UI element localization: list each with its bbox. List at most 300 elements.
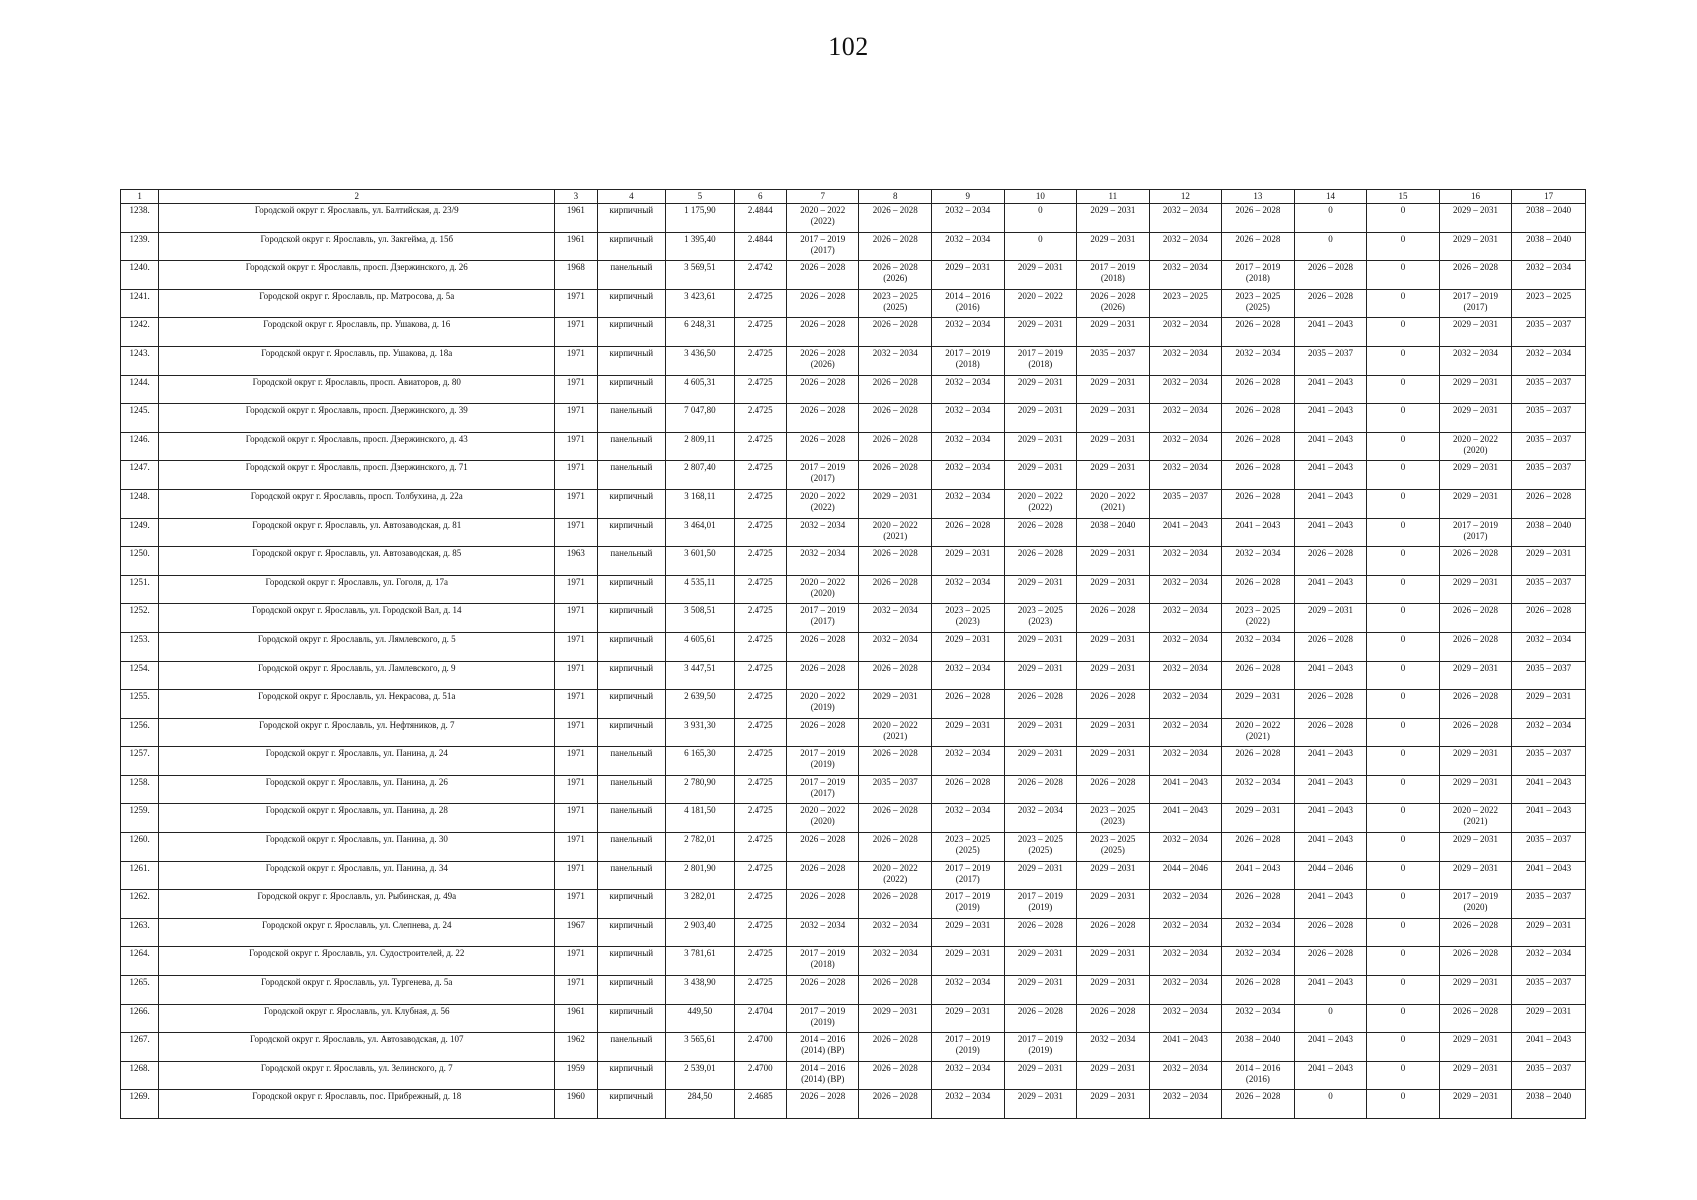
coefficient-cell: 2.4685 xyxy=(734,1090,786,1119)
repair-period-cell: 2026 – 2028 xyxy=(859,804,932,833)
repair-period-cell: 2032 – 2034 xyxy=(932,976,1005,1005)
repair-period-cell: 2029 – 2031 xyxy=(1439,318,1512,347)
repair-period-cell: 0 xyxy=(1367,1090,1440,1119)
address-cell: Городской округ г. Ярославль, просп. Толбухина, д. 22а xyxy=(159,489,555,518)
address-cell: Городской округ г. Ярославль, ул. Судостроителей, д. 22 xyxy=(159,947,555,976)
row-number-cell: 1241. xyxy=(121,289,159,318)
repair-period-cell: 2026 – 2028 xyxy=(859,404,932,433)
year-built-cell: 1971 xyxy=(555,518,597,547)
repair-period-cell: 2017 – 2019 (2018) xyxy=(932,346,1005,375)
repair-period-cell: 2032 – 2034 xyxy=(1222,346,1295,375)
row-number-cell: 1267. xyxy=(121,1033,159,1062)
table-row xyxy=(121,204,1586,233)
repair-period-cell: 2041 – 2043 xyxy=(1294,461,1367,490)
repair-period-cell: 2029 – 2031 xyxy=(1439,775,1512,804)
coefficient-cell: 2.4725 xyxy=(734,489,786,518)
repair-period-cell: 2029 – 2031 xyxy=(1077,947,1150,976)
row-number-cell: 1242. xyxy=(121,318,159,347)
repair-period-cell: 2032 – 2034 xyxy=(786,518,859,547)
table-row xyxy=(121,775,1586,804)
repair-period-cell: 0 xyxy=(1294,1004,1367,1033)
wall-material-cell: панельный xyxy=(597,833,666,862)
repair-period-cell: 2032 – 2034 xyxy=(932,1061,1005,1090)
row-number-cell: 1264. xyxy=(121,947,159,976)
page-number: 102 xyxy=(828,32,869,61)
address-cell: Городской округ г. Ярославль, ул. Слепнева, д. 24 xyxy=(159,918,555,947)
address-cell: Городской округ г. Ярославль, ул. Автозаводская, д. 107 xyxy=(159,1033,555,1062)
repair-period-cell: 2029 – 2031 xyxy=(1004,318,1077,347)
row-number-cell: 1251. xyxy=(121,575,159,604)
repair-period-cell: 2029 – 2031 xyxy=(1004,575,1077,604)
repair-period-cell: 2026 – 2028 xyxy=(786,432,859,461)
repair-period-cell: 2023 – 2025 (2025) xyxy=(1077,833,1150,862)
coefficient-cell: 2.4844 xyxy=(734,232,786,261)
repair-period-cell: 2038 – 2040 xyxy=(1512,232,1586,261)
repair-period-cell: 2041 – 2043 xyxy=(1294,518,1367,547)
total-area-cell: 449,50 xyxy=(666,1004,735,1033)
total-area-cell: 3 447,51 xyxy=(666,661,735,690)
address-cell: Городской округ г. Ярославль, пр. Ушакова, д. 18а xyxy=(159,346,555,375)
repair-period-cell: 2032 – 2034 xyxy=(1149,1004,1222,1033)
total-area-cell: 3 438,90 xyxy=(666,976,735,1005)
repair-period-cell: 2026 – 2028 xyxy=(1222,661,1295,690)
total-area-cell: 1 175,90 xyxy=(666,204,735,233)
column-number-header: 5 xyxy=(666,190,735,204)
repair-period-cell: 2023 – 2025 (2023) xyxy=(1004,604,1077,633)
coefficient-cell: 2.4725 xyxy=(734,690,786,719)
table-row xyxy=(121,890,1586,919)
repair-period-cell: 2026 – 2028 xyxy=(786,1090,859,1119)
wall-material-cell: кирпичный xyxy=(597,375,666,404)
repair-period-cell: 2032 – 2034 xyxy=(786,547,859,576)
row-number-cell: 1247. xyxy=(121,461,159,490)
coefficient-cell: 2.4725 xyxy=(734,289,786,318)
repair-period-cell: 2032 – 2034 xyxy=(932,375,1005,404)
repair-period-cell: 2041 – 2043 xyxy=(1294,804,1367,833)
repair-period-cell: 2029 – 2031 xyxy=(1439,461,1512,490)
repair-period-cell: 0 xyxy=(1004,204,1077,233)
coefficient-cell: 2.4725 xyxy=(734,461,786,490)
row-number-cell: 1257. xyxy=(121,747,159,776)
total-area-cell: 3 601,50 xyxy=(666,547,735,576)
repair-period-cell: 2029 – 2031 xyxy=(1077,632,1150,661)
repair-period-cell: 2032 – 2034 xyxy=(932,804,1005,833)
repair-period-cell: 2026 – 2028 xyxy=(1004,518,1077,547)
address-cell: Городской округ г. Ярославль, просп. Дзержинского, д. 43 xyxy=(159,432,555,461)
repair-period-cell: 2035 – 2037 xyxy=(1512,461,1586,490)
address-cell: Городской округ г. Ярославль, просп. Дзержинского, д. 71 xyxy=(159,461,555,490)
repair-period-cell: 2014 – 2016 (2016) xyxy=(1222,1061,1295,1090)
repair-period-cell: 2032 – 2034 xyxy=(932,1090,1005,1119)
repair-period-cell: 2026 – 2028 xyxy=(1222,375,1295,404)
repair-period-cell: 0 xyxy=(1367,346,1440,375)
repair-period-cell: 2029 – 2031 xyxy=(859,1004,932,1033)
repair-period-cell: 2029 – 2031 xyxy=(1077,232,1150,261)
coefficient-cell: 2.4844 xyxy=(734,204,786,233)
repair-period-cell: 2026 – 2028 xyxy=(786,718,859,747)
repair-period-cell: 2029 – 2031 xyxy=(1077,547,1150,576)
coefficient-cell: 2.4725 xyxy=(734,375,786,404)
year-built-cell: 1971 xyxy=(555,575,597,604)
year-built-cell: 1971 xyxy=(555,432,597,461)
repair-period-cell: 2020 – 2022 (2021) xyxy=(859,718,932,747)
repair-period-cell: 2029 – 2031 xyxy=(1439,833,1512,862)
repair-period-cell: 2029 – 2031 xyxy=(1004,861,1077,890)
repair-period-cell: 2020 – 2022 (2021) xyxy=(1439,804,1512,833)
repair-period-cell: 2032 – 2034 xyxy=(1077,1033,1150,1062)
wall-material-cell: панельный xyxy=(597,432,666,461)
coefficient-cell: 2.4725 xyxy=(734,804,786,833)
address-cell: Городской округ г. Ярославль, ул. Рыбинская, д. 49а xyxy=(159,890,555,919)
repair-period-cell: 0 xyxy=(1367,632,1440,661)
repair-period-cell: 2029 – 2031 xyxy=(1004,261,1077,290)
repair-period-cell: 2032 – 2034 xyxy=(859,918,932,947)
repair-period-cell: 2017 – 2019 (2018) xyxy=(786,947,859,976)
total-area-cell: 4 181,50 xyxy=(666,804,735,833)
repair-period-cell: 2026 – 2028 xyxy=(1439,604,1512,633)
table-row xyxy=(121,861,1586,890)
repair-period-cell: 2029 – 2031 xyxy=(1004,404,1077,433)
repair-period-cell: 2026 – 2028 xyxy=(1222,976,1295,1005)
repair-period-cell: 2041 – 2043 xyxy=(1294,404,1367,433)
coefficient-cell: 2.4725 xyxy=(734,833,786,862)
table-row xyxy=(121,918,1586,947)
repair-period-cell: 2026 – 2028 xyxy=(1222,1090,1295,1119)
repair-period-cell: 2029 – 2031 xyxy=(1439,976,1512,1005)
repair-period-cell: 2041 – 2043 xyxy=(1512,804,1586,833)
repair-period-cell: 2032 – 2034 xyxy=(1149,547,1222,576)
total-area-cell: 6 165,30 xyxy=(666,747,735,776)
address-cell: Городской округ г. Ярославль, ул. Гоголя, д. 17а xyxy=(159,575,555,604)
repair-period-cell: 2017 – 2019 (2018) xyxy=(1077,261,1150,290)
year-built-cell: 1971 xyxy=(555,890,597,919)
repair-period-cell: 0 xyxy=(1367,690,1440,719)
wall-material-cell: кирпичный xyxy=(597,890,666,919)
row-number-cell: 1243. xyxy=(121,346,159,375)
repair-period-cell: 2032 – 2034 xyxy=(1149,661,1222,690)
repair-period-cell: 0 xyxy=(1367,775,1440,804)
repair-period-cell: 2026 – 2028 xyxy=(859,1061,932,1090)
repair-period-cell: 2026 – 2028 (2026) xyxy=(786,346,859,375)
wall-material-cell: кирпичный xyxy=(597,518,666,547)
table-row xyxy=(121,804,1586,833)
wall-material-cell: кирпичный xyxy=(597,1090,666,1119)
wall-material-cell: панельный xyxy=(597,261,666,290)
repair-period-cell: 2029 – 2031 xyxy=(1004,976,1077,1005)
repair-period-cell: 2032 – 2034 xyxy=(1149,833,1222,862)
repair-period-cell: 2026 – 2028 (2026) xyxy=(859,261,932,290)
repair-period-cell: 0 xyxy=(1367,718,1440,747)
repair-period-cell: 0 xyxy=(1367,547,1440,576)
repair-period-cell: 0 xyxy=(1367,604,1440,633)
row-number-cell: 1259. xyxy=(121,804,159,833)
total-area-cell: 3 168,11 xyxy=(666,489,735,518)
repair-period-cell: 2041 – 2043 xyxy=(1294,489,1367,518)
coefficient-cell: 2.4725 xyxy=(734,890,786,919)
repair-period-cell: 2026 – 2028 xyxy=(1294,289,1367,318)
repair-period-cell: 2032 – 2034 xyxy=(1149,976,1222,1005)
address-cell: Городской округ г. Ярославль, ул. Панина, д. 30 xyxy=(159,833,555,862)
repair-period-cell: 2035 – 2037 xyxy=(1294,346,1367,375)
repair-period-cell: 2026 – 2028 xyxy=(1439,947,1512,976)
repair-period-cell: 0 xyxy=(1367,661,1440,690)
repair-period-cell: 2035 – 2037 xyxy=(1512,833,1586,862)
repair-period-cell: 2029 – 2031 xyxy=(932,718,1005,747)
repair-period-cell: 2014 – 2016 (2014) (ВР) xyxy=(786,1033,859,1062)
coefficient-cell: 2.4700 xyxy=(734,1061,786,1090)
year-built-cell: 1971 xyxy=(555,375,597,404)
repair-period-cell: 2026 – 2028 xyxy=(1439,718,1512,747)
repair-period-cell: 2017 – 2019 (2017) xyxy=(786,232,859,261)
repair-period-cell: 2029 – 2031 xyxy=(1077,461,1150,490)
row-number-cell: 1249. xyxy=(121,518,159,547)
repair-period-cell: 2041 – 2043 xyxy=(1149,518,1222,547)
wall-material-cell: кирпичный xyxy=(597,289,666,318)
repair-period-cell: 2032 – 2034 xyxy=(1512,718,1586,747)
column-number-header: 1 xyxy=(121,190,159,204)
repair-period-cell: 2032 – 2034 xyxy=(1149,604,1222,633)
address-cell: Городской округ г. Ярославль, просп. Авиаторов, д. 80 xyxy=(159,375,555,404)
repair-period-cell: 2029 – 2031 xyxy=(1439,575,1512,604)
table-row xyxy=(121,661,1586,690)
coefficient-cell: 2.4725 xyxy=(734,346,786,375)
wall-material-cell: кирпичный xyxy=(597,232,666,261)
row-number-cell: 1250. xyxy=(121,547,159,576)
repair-period-cell: 2020 – 2022 (2020) xyxy=(1439,432,1512,461)
wall-material-cell: кирпичный xyxy=(597,1061,666,1090)
repair-period-cell: 2032 – 2034 xyxy=(1149,461,1222,490)
address-cell: Городской округ г. Ярославль, пр. Ушакова, д. 16 xyxy=(159,318,555,347)
repair-period-cell: 2032 – 2034 xyxy=(1512,632,1586,661)
repair-period-cell: 2026 – 2028 xyxy=(1004,547,1077,576)
address-cell: Городской округ г. Ярославль, ул. Панина, д. 28 xyxy=(159,804,555,833)
column-number-header: 6 xyxy=(734,190,786,204)
repair-period-cell: 2026 – 2028 xyxy=(859,976,932,1005)
repair-period-cell: 2032 – 2034 xyxy=(1222,632,1295,661)
repair-period-cell: 2032 – 2034 xyxy=(1222,547,1295,576)
wall-material-cell: кирпичный xyxy=(597,575,666,604)
wall-material-cell: панельный xyxy=(597,547,666,576)
table-row xyxy=(121,289,1586,318)
repair-period-cell: 2026 – 2028 xyxy=(932,775,1005,804)
repair-period-cell: 0 xyxy=(1367,976,1440,1005)
repair-period-cell: 2029 – 2031 xyxy=(1004,747,1077,776)
repair-period-cell: 2032 – 2034 xyxy=(859,632,932,661)
repair-period-cell: 2020 – 2022 xyxy=(1004,289,1077,318)
repair-period-cell: 2029 – 2031 xyxy=(859,690,932,719)
repair-period-cell: 0 xyxy=(1367,204,1440,233)
row-number-cell: 1265. xyxy=(121,976,159,1005)
repair-period-cell: 2023 – 2025 (2025) xyxy=(932,833,1005,862)
total-area-cell: 2 782,01 xyxy=(666,833,735,862)
repair-period-cell: 2032 – 2034 xyxy=(932,747,1005,776)
year-built-cell: 1963 xyxy=(555,547,597,576)
repair-period-cell: 2026 – 2028 xyxy=(1439,918,1512,947)
address-cell: Городской округ г. Ярославль, ул. Городской Вал, д. 14 xyxy=(159,604,555,633)
repair-period-cell: 2029 – 2031 xyxy=(1077,404,1150,433)
repair-period-cell: 2026 – 2028 xyxy=(1222,204,1295,233)
repair-period-cell: 2026 – 2028 xyxy=(859,1090,932,1119)
repair-period-cell: 2032 – 2034 xyxy=(1149,918,1222,947)
repair-period-cell: 2029 – 2031 xyxy=(1077,747,1150,776)
repair-period-cell: 2032 – 2034 xyxy=(786,918,859,947)
repair-period-cell: 2032 – 2034 xyxy=(1149,632,1222,661)
repair-period-cell: 2038 – 2040 xyxy=(1077,518,1150,547)
repair-period-cell: 0 xyxy=(1367,861,1440,890)
table-body xyxy=(121,204,1586,1119)
row-number-cell: 1261. xyxy=(121,861,159,890)
repair-period-cell: 2032 – 2034 xyxy=(859,346,932,375)
repair-period-cell: 2041 – 2043 xyxy=(1294,575,1367,604)
repair-period-cell: 2026 – 2028 xyxy=(859,575,932,604)
repair-period-cell: 2026 – 2028 xyxy=(1222,890,1295,919)
repair-period-cell: 2041 – 2043 xyxy=(1294,1033,1367,1062)
total-area-cell: 3 781,61 xyxy=(666,947,735,976)
address-cell: Городской округ г. Ярославль, ул. Панина, д. 34 xyxy=(159,861,555,890)
table-row xyxy=(121,547,1586,576)
repair-period-cell: 2032 – 2034 xyxy=(1222,918,1295,947)
table-row xyxy=(121,1061,1586,1090)
repair-period-cell: 2026 – 2028 xyxy=(932,690,1005,719)
address-cell: Городской округ г. Ярославль, ул. Панина, д. 26 xyxy=(159,775,555,804)
repair-period-cell: 2020 – 2022 (2022) xyxy=(859,861,932,890)
row-number-cell: 1263. xyxy=(121,918,159,947)
total-area-cell: 3 931,30 xyxy=(666,718,735,747)
repair-period-cell: 2029 – 2031 xyxy=(1077,718,1150,747)
repair-period-cell: 2032 – 2034 xyxy=(1222,775,1295,804)
coefficient-cell: 2.4725 xyxy=(734,918,786,947)
repair-period-cell: 2023 – 2025 (2022) xyxy=(1222,604,1295,633)
repair-period-cell: 2026 – 2028 xyxy=(1294,718,1367,747)
repair-period-cell: 2026 – 2028 xyxy=(1512,604,1586,633)
repair-period-cell: 2032 – 2034 xyxy=(1149,232,1222,261)
table-row xyxy=(121,833,1586,862)
repair-period-cell: 2035 – 2037 xyxy=(1512,747,1586,776)
repair-period-cell: 2041 – 2043 xyxy=(1294,890,1367,919)
repair-period-cell: 2029 – 2031 xyxy=(1294,604,1367,633)
repair-period-cell: 2026 – 2028 xyxy=(1439,547,1512,576)
repair-period-cell: 2026 – 2028 xyxy=(1294,261,1367,290)
column-number-header: 9 xyxy=(932,190,1005,204)
total-area-cell: 4 605,61 xyxy=(666,632,735,661)
coefficient-cell: 2.4725 xyxy=(734,575,786,604)
repair-period-cell: 0 xyxy=(1367,890,1440,919)
repair-period-cell: 2029 – 2031 xyxy=(1077,890,1150,919)
repair-period-cell: 2032 – 2034 xyxy=(1149,404,1222,433)
repair-period-cell: 2029 – 2031 xyxy=(1439,861,1512,890)
row-number-cell: 1246. xyxy=(121,432,159,461)
repair-period-cell: 2032 – 2034 xyxy=(1512,346,1586,375)
repair-period-cell: 2029 – 2031 xyxy=(1004,375,1077,404)
repair-period-cell: 0 xyxy=(1367,947,1440,976)
repair-period-cell: 2026 – 2028 xyxy=(1004,690,1077,719)
repair-period-cell: 0 xyxy=(1367,747,1440,776)
address-cell: Городской округ г. Ярославль, ул. Тургенева, д. 5а xyxy=(159,976,555,1005)
repair-period-cell: 2029 – 2031 xyxy=(932,1004,1005,1033)
repair-period-cell: 2035 – 2037 xyxy=(1077,346,1150,375)
coefficient-cell: 2.4725 xyxy=(734,318,786,347)
repair-period-cell: 2017 – 2019 (2019) xyxy=(932,1033,1005,1062)
repair-period-cell: 2032 – 2034 xyxy=(1149,261,1222,290)
repair-period-cell: 2038 – 2040 xyxy=(1222,1033,1295,1062)
repair-period-cell: 2026 – 2028 xyxy=(859,232,932,261)
row-number-cell: 1253. xyxy=(121,632,159,661)
repair-period-cell: 2041 – 2043 xyxy=(1149,1033,1222,1062)
table-row xyxy=(121,976,1586,1005)
repair-period-cell: 2026 – 2028 xyxy=(786,861,859,890)
repair-period-cell: 2029 – 2031 xyxy=(1439,747,1512,776)
repair-period-cell: 2029 – 2031 xyxy=(1512,1004,1586,1033)
repair-period-cell: 2029 – 2031 xyxy=(1512,547,1586,576)
repair-period-cell: 2020 – 2022 (2022) xyxy=(786,204,859,233)
row-number-cell: 1266. xyxy=(121,1004,159,1033)
total-area-cell: 3 282,01 xyxy=(666,890,735,919)
repair-period-cell: 2026 – 2028 xyxy=(786,261,859,290)
repair-period-cell: 2026 – 2028 xyxy=(1294,690,1367,719)
wall-material-cell: кирпичный xyxy=(597,1004,666,1033)
repair-period-cell: 0 xyxy=(1294,1090,1367,1119)
repair-period-cell: 2023 – 2025 (2023) xyxy=(932,604,1005,633)
repair-period-cell: 0 xyxy=(1367,918,1440,947)
total-area-cell: 6 248,31 xyxy=(666,318,735,347)
year-built-cell: 1971 xyxy=(555,489,597,518)
total-area-cell: 2 809,11 xyxy=(666,432,735,461)
repair-period-cell: 2029 – 2031 xyxy=(1077,575,1150,604)
year-built-cell: 1971 xyxy=(555,661,597,690)
year-built-cell: 1971 xyxy=(555,318,597,347)
repair-period-cell: 2017 – 2019 (2019) xyxy=(1004,890,1077,919)
year-built-cell: 1968 xyxy=(555,261,597,290)
repair-period-cell: 2041 – 2043 xyxy=(1512,775,1586,804)
repair-period-cell: 2035 – 2037 xyxy=(1512,1061,1586,1090)
repair-period-cell: 2041 – 2043 xyxy=(1222,861,1295,890)
column-number-header: 17 xyxy=(1512,190,1586,204)
row-number-cell: 1268. xyxy=(121,1061,159,1090)
repair-period-cell: 0 xyxy=(1367,1004,1440,1033)
address-cell: Городской округ г. Ярославль, ул. Закгейма, д. 15б xyxy=(159,232,555,261)
coefficient-cell: 2.4725 xyxy=(734,604,786,633)
repair-period-cell: 2029 – 2031 xyxy=(1077,1090,1150,1119)
repair-period-cell: 2032 – 2034 xyxy=(1149,947,1222,976)
repair-period-cell: 2035 – 2037 xyxy=(1149,489,1222,518)
table-row xyxy=(121,718,1586,747)
repair-period-cell: 2017 – 2019 (2017) xyxy=(1439,518,1512,547)
table-row xyxy=(121,632,1586,661)
wall-material-cell: кирпичный xyxy=(597,346,666,375)
wall-material-cell: кирпичный xyxy=(597,661,666,690)
table-row xyxy=(121,1004,1586,1033)
repair-period-cell: 2017 – 2019 (2018) xyxy=(1222,261,1295,290)
repair-period-cell: 2026 – 2028 xyxy=(859,833,932,862)
repair-period-cell: 2026 – 2028 xyxy=(786,661,859,690)
repair-period-cell: 0 xyxy=(1367,232,1440,261)
repair-period-cell: 2026 – 2028 xyxy=(786,404,859,433)
repair-period-cell: 2041 – 2043 xyxy=(1294,833,1367,862)
column-number-header: 16 xyxy=(1439,190,1512,204)
repair-period-cell: 2032 – 2034 xyxy=(1222,1004,1295,1033)
repair-period-cell: 2038 – 2040 xyxy=(1512,1090,1586,1119)
repair-period-cell: 2044 – 2046 xyxy=(1149,861,1222,890)
coefficient-cell: 2.4700 xyxy=(734,1033,786,1062)
repair-period-cell: 2026 – 2028 xyxy=(1439,632,1512,661)
address-cell: Городской округ г. Ярославль, ул. Балтийская, д. 23/9 xyxy=(159,204,555,233)
repair-period-cell: 0 xyxy=(1367,833,1440,862)
repair-period-cell: 2029 – 2031 xyxy=(1077,861,1150,890)
wall-material-cell: кирпичный xyxy=(597,632,666,661)
repair-period-cell: 2023 – 2025 (2025) xyxy=(1222,289,1295,318)
total-area-cell: 2 807,40 xyxy=(666,461,735,490)
repair-period-cell: 2026 – 2028 xyxy=(1004,775,1077,804)
